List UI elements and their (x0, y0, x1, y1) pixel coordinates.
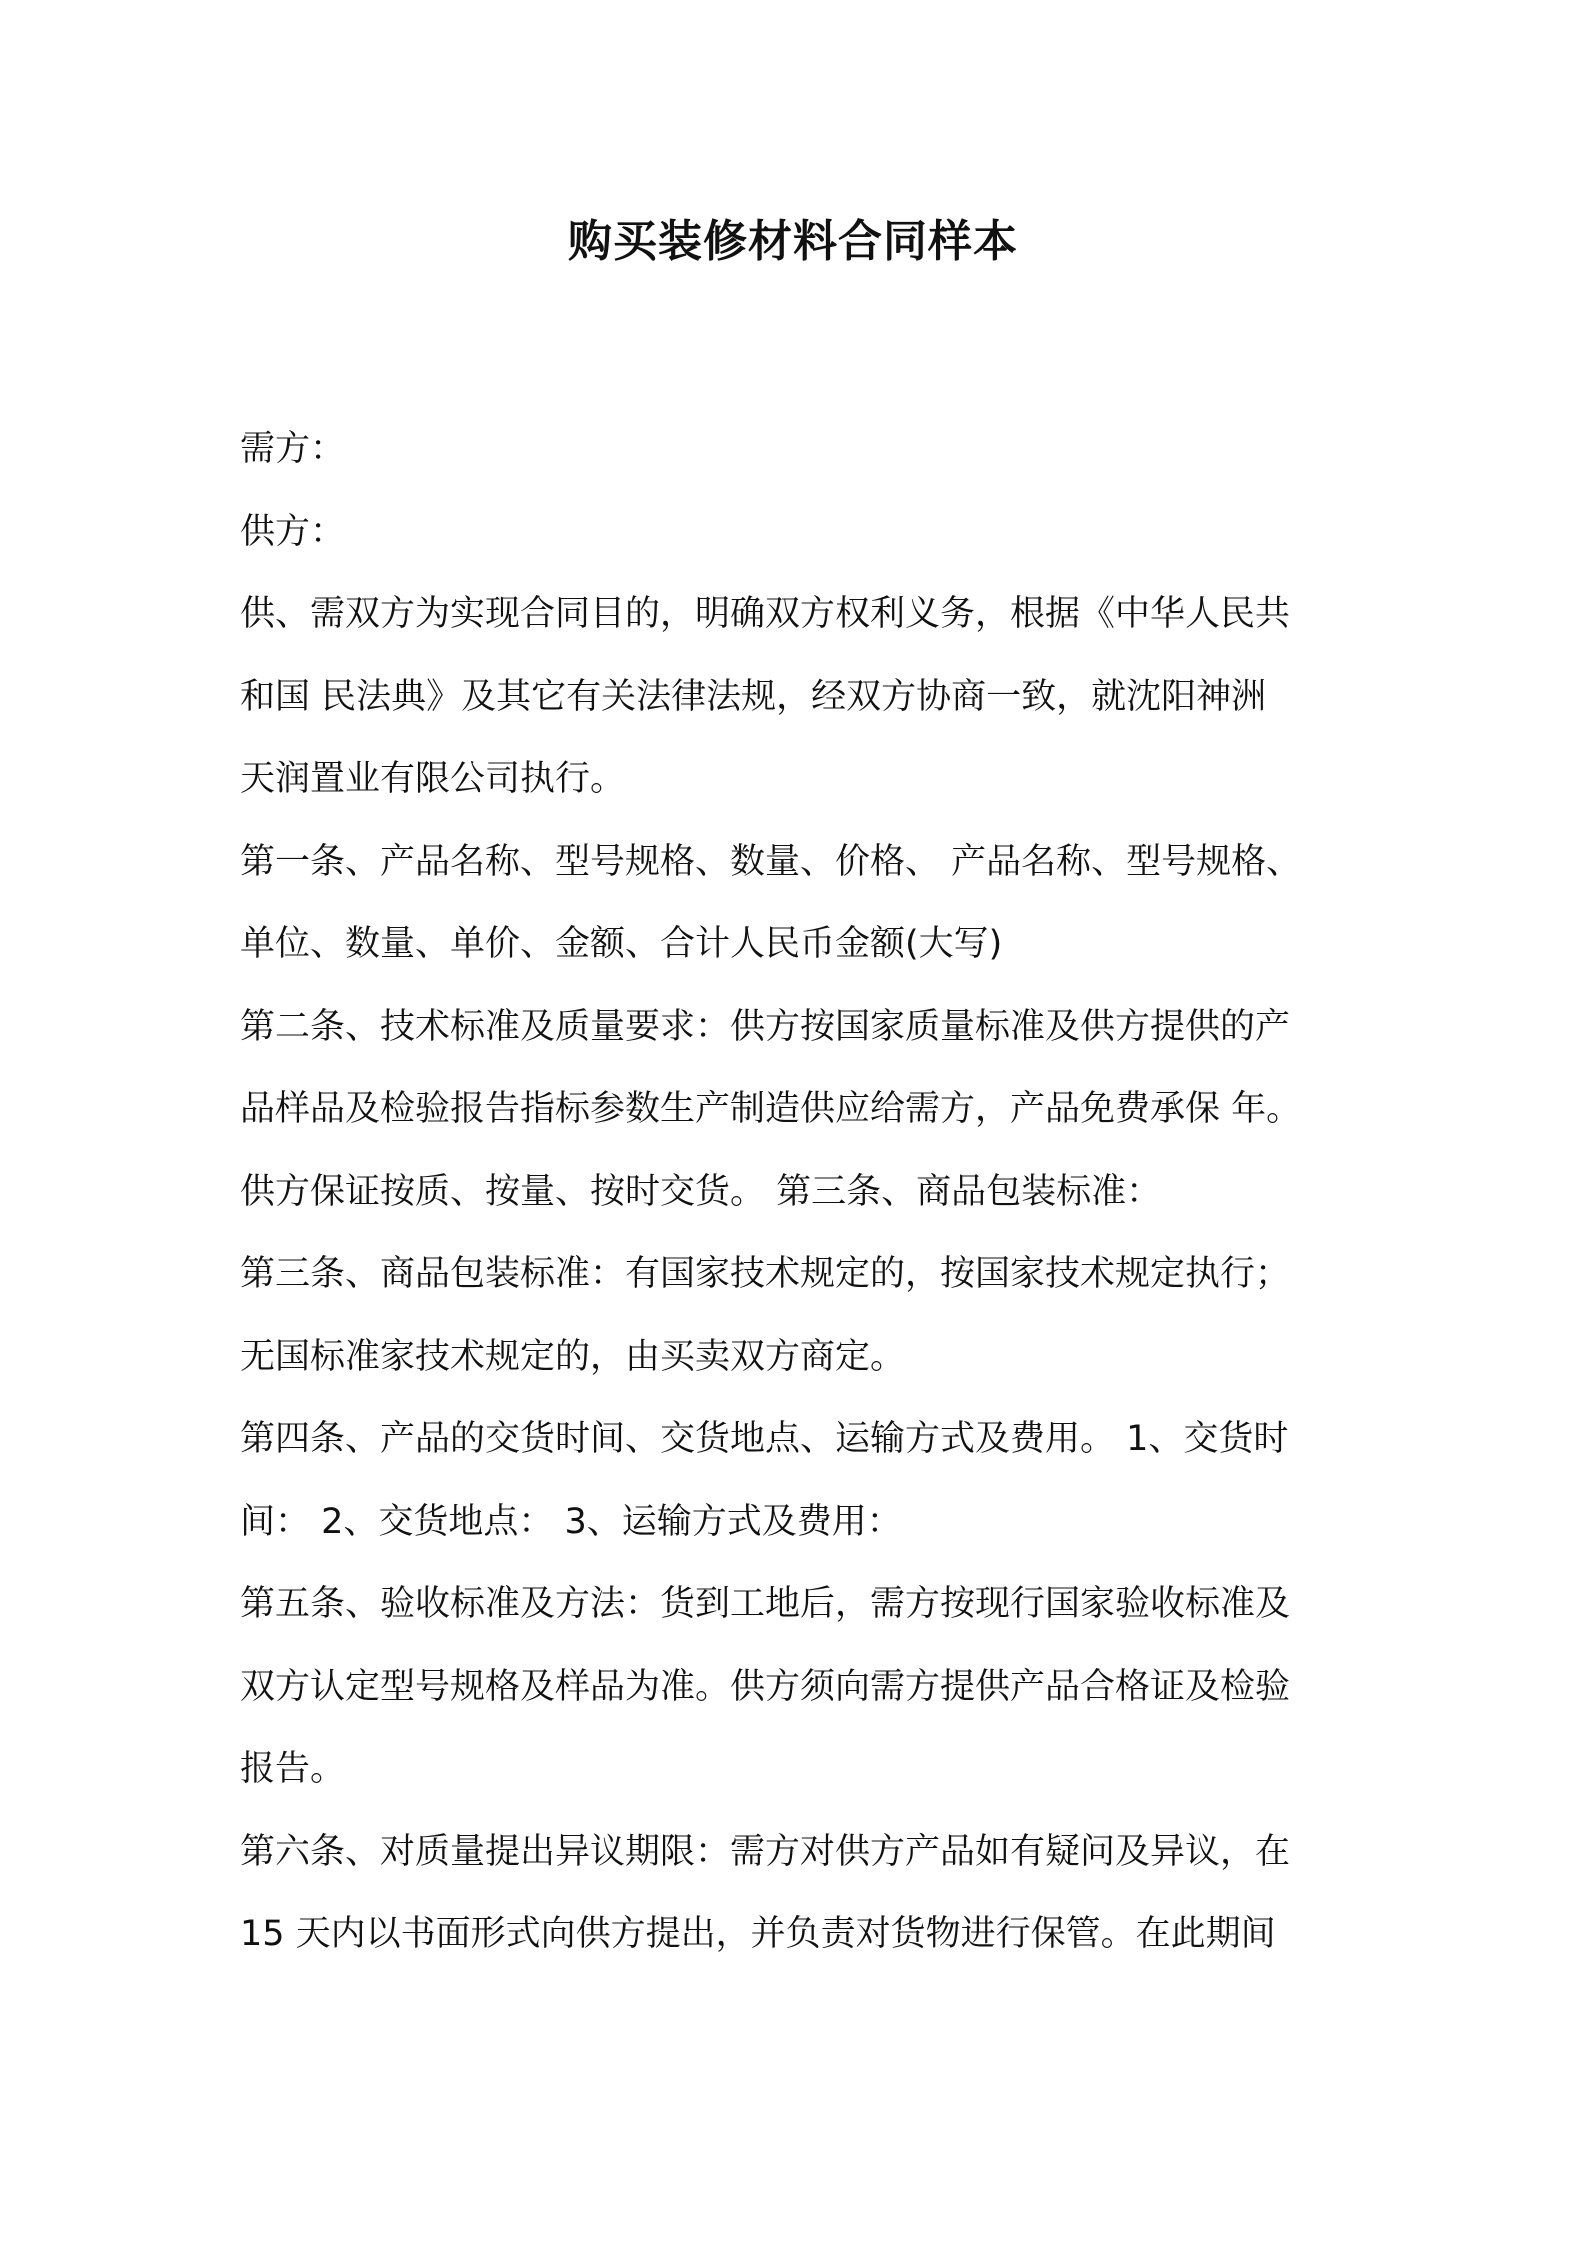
body-line: 供方： (240, 511, 346, 552)
body-line: 供、需双方为实现合同目的，明确双方权利义务，根据《中华人民共 (240, 594, 1291, 634)
body-line: 间： 2、交货地点： 3、运输方式及费用： (240, 1501, 902, 1542)
body-line: 品样品及检验报告指标参数生产制造供应给需方，产品免费承保 年。 (240, 1089, 1302, 1129)
body-line: 第三条、商品包装标准：有国家技术规定的，按国家技术规定执行； (240, 1254, 1291, 1294)
body-line: 第四条、产品的交货时间、交货地点、运输方式及费用。 1、交货时 (240, 1419, 1289, 1459)
document-body (240, 408, 1360, 1976)
body-line: 15 天内以书面形式向供方提出，并负责对货物进行保管。在此期间 (240, 1914, 1276, 1954)
body-line: 第六条、对质量提出异议期限：需方对供方产品如有疑问及异议，在 (240, 1831, 1291, 1872)
body-line: 供方保证按质、按量、按时交货。 第三条、商品包装标准： (240, 1171, 1162, 1212)
body-line: 双方认定型号规格及样品为准。供方须向需方提供产品合格证及检验 (240, 1666, 1291, 1707)
body-line: 报告。 (240, 1749, 346, 1789)
body-line: 天润置业有限公司执行。 (240, 759, 626, 799)
body-line: 第五条、验收标准及方法：货到工地后，需方按现行国家验收标准及 (240, 1584, 1291, 1624)
body-line: 单位、数量、单价、金额、合计人民币金额(大写) (240, 924, 1003, 964)
body-line: 第一条、产品名称、型号规格、数量、价格、 产品名称、型号规格、 (240, 841, 1302, 882)
body-line: 和国 民法典》及其它有关法律法规，经双方协商一致，就沈阳神洲 (240, 676, 1267, 717)
body-line: 无国标准家技术规定的，由买卖双方商定。 (240, 1336, 906, 1377)
body-line: 第二条、技术标准及质量要求：供方按国家质量标准及供方提供的产 (240, 1006, 1291, 1047)
document-title: 购买装修材料合同样本 (568, 216, 1018, 267)
body-line: 需方： (240, 429, 346, 469)
